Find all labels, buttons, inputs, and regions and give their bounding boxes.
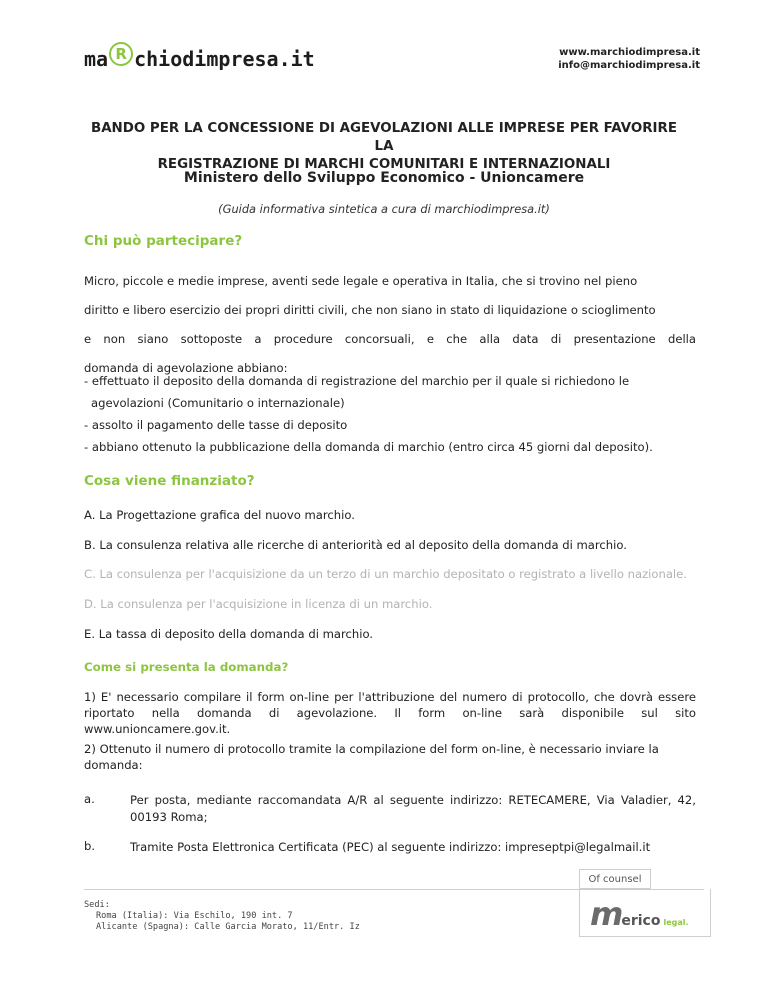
partner-logo-m: m bbox=[590, 895, 622, 933]
footer-offices bbox=[84, 900, 360, 933]
logo-suffix: chiodimpresa.it bbox=[134, 47, 315, 71]
requirement-item: agevolazioni (Comunitario o internazionale) bbox=[91, 396, 345, 410]
guide-note: (Guida informativa sintetica a cura di marchiodimpresa.it) bbox=[218, 202, 550, 216]
eligibility-line: diritto e libero esercizio dei propri diritti civili, che non siano in stato di liquidazione o scioglimento bbox=[84, 303, 656, 317]
document-title bbox=[84, 120, 684, 174]
offices-label: Sedi: bbox=[84, 900, 110, 910]
requirement-item: - abbiano ottenuto la pubblicazione della domanda di marchio (entro circa 45 giorni dal deposito). bbox=[84, 440, 653, 454]
requirements-list bbox=[84, 370, 696, 458]
requirement-item: - assolto il pagamento delle tasse di deposito bbox=[84, 418, 348, 432]
site-logo[interactable] bbox=[84, 42, 315, 71]
funded-item-d: D. La consulenza per l'acquisizione in licenza di un marchio. bbox=[84, 597, 433, 611]
registered-mark-icon: R bbox=[109, 42, 133, 66]
procedure-step-2: 2) Ottenuto il numero di protocollo tramite la compilazione del form on-line, è necessario inviare la domanda: bbox=[84, 742, 659, 772]
title-line-2: REGISTRAZIONE DI MARCHI COMUNITARI E INTERNAZIONALI bbox=[157, 157, 611, 172]
eligibility-line: e non siano sottoposte a procedure concorsuali, e che alla data di presentazione della bbox=[84, 332, 696, 346]
office-alicante: Alicante (Spagna): Calle Garcia Morato, 11/Entr. Iz bbox=[96, 922, 360, 932]
eligibility-paragraph bbox=[84, 267, 696, 383]
heading-who-can-apply: Chi può partecipare? bbox=[84, 233, 243, 249]
procedure-step-1: 1) E' necessario compilare il form on-line per l'attribuzione del numero di protocollo, che dovrà essere riportato nella domanda di agevolazione. Il form on-line sarà disponibile sul sito www.unioncamere.gov.it. bbox=[84, 690, 696, 736]
logo-prefix: ma bbox=[84, 47, 109, 71]
requirement-item: - effettuato il deposito della domanda di registrazione del marchio per il quale si richiedono le bbox=[84, 374, 630, 388]
office-rome: Roma (Italia): Via Eschilo, 190 int. 7 bbox=[96, 911, 293, 921]
eligibility-line: Micro, piccole e medie imprese, aventi sede legale e operativa in Italia, che si trovino nel pieno bbox=[84, 274, 638, 288]
email-link[interactable]: info@marchiodimpresa.it bbox=[558, 60, 700, 71]
merico-legal-logo bbox=[590, 895, 689, 931]
header-contacts bbox=[558, 46, 700, 72]
eligibility-line: domanda di agevolazione abbiano: bbox=[84, 361, 288, 375]
heading-how-to-apply: Come si presenta la domanda? bbox=[84, 660, 289, 674]
heading-what-is-funded: Cosa viene finanziato? bbox=[84, 473, 255, 489]
funded-item-a: A. La Progettazione grafica del nuovo marchio. bbox=[84, 508, 355, 522]
option-a-text: Per posta, mediante raccomandata A/R al seguente indirizzo: RETECAMERE, Via Valadier, 42, 00193 Roma; bbox=[130, 793, 696, 824]
funded-item-b: B. La consulenza relativa alle ricerche di anteriorità ed al deposito della domanda di marchio. bbox=[84, 538, 627, 552]
document-subtitle: Ministero dello Sviluppo Economico - Unioncamere bbox=[183, 170, 585, 186]
option-b-label: b. bbox=[84, 839, 96, 853]
funded-item-e: E. La tassa di deposito della domanda di marchio. bbox=[84, 627, 374, 641]
option-b-text: Tramite Posta Elettronica Certificata (PEC) al seguente indirizzo: impreseptpi@legalmail.it bbox=[130, 840, 651, 854]
funded-item-c: C. La consulenza per l'acquisizione da un terzo di un marchio depositato o registrato a livello nazionale. bbox=[84, 567, 687, 581]
partner-logo-legal: legal. bbox=[663, 918, 689, 927]
of-counsel-label: Of counsel bbox=[579, 869, 651, 889]
partner-logo-name: erico bbox=[621, 913, 661, 929]
option-a-label: a. bbox=[84, 792, 95, 806]
website-link[interactable]: www.marchiodimpresa.it bbox=[559, 47, 700, 58]
title-line-1: BANDO PER LA CONCESSIONE DI AGEVOLAZIONI ALLE IMPRESE PER FAVORIRE LA bbox=[90, 121, 677, 154]
